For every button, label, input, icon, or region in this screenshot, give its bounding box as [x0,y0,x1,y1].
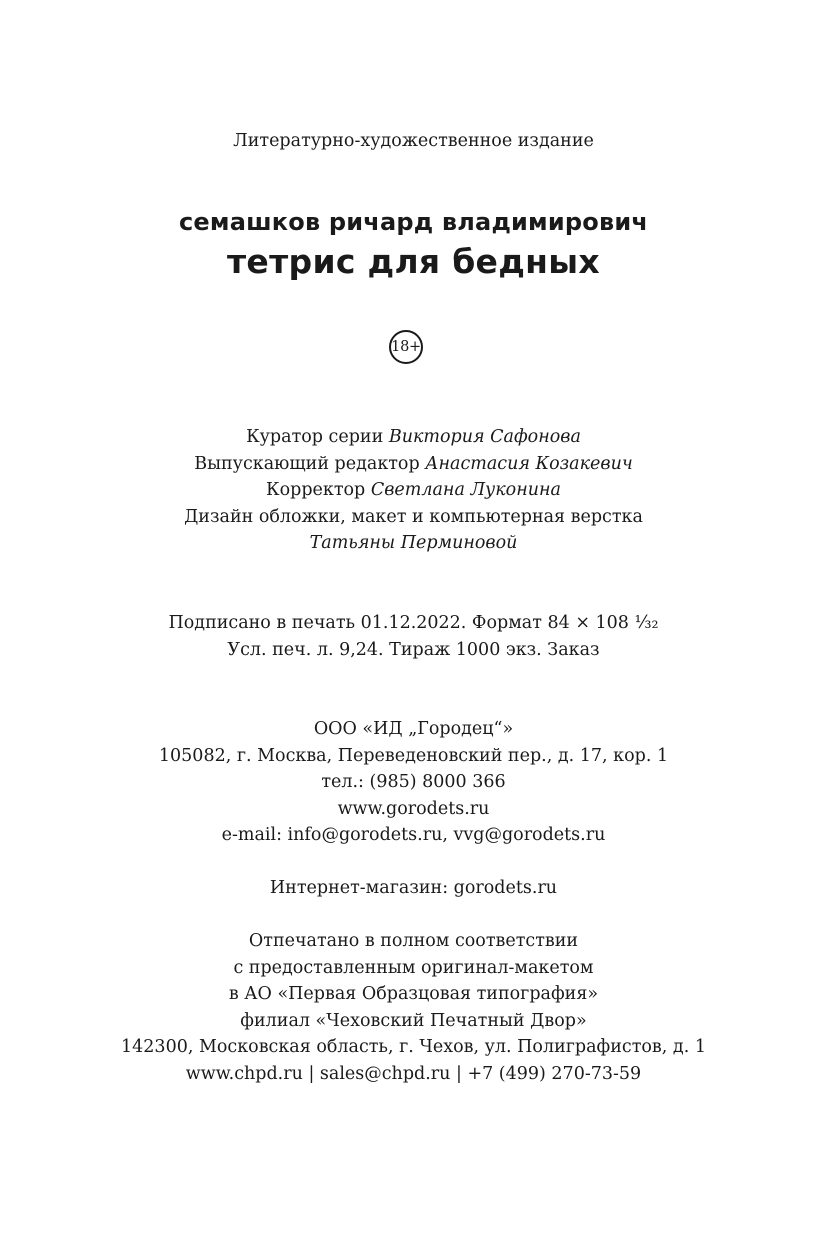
printer-address: 142300, Московская область, г. Чехов, ул. Полиграфистов, д. 1 [121,1037,706,1057]
printer-line-1: Отпечатано в полном соответствии [248,931,579,951]
printer-line-4: филиал «Чеховский Печатный Двор» [240,1010,587,1031]
publisher-address: 105082, г. Москва, Переведеновский пер., д. 17, кор. 1 [158,745,669,766]
genre-label: Литературно-художественное издание [233,131,594,151]
credit-editor-label: Выпускающий редактор [194,453,420,474]
publisher-website: www.gorodets.ru [337,798,490,819]
publisher-email: e-mail: info@gorodets.ru, vvg@gorodets.ru [221,825,606,845]
print-info-run: Усл. печ. л. 9,24. Тираж 1000 экз. Заказ [227,639,600,660]
credit-proofreader-label: Корректор [266,480,366,500]
publisher-shop: Интернет-магазин: gorodets.ru [269,878,558,898]
printer-line-3: в АО «Первая Образцовая типография» [228,984,599,1004]
credit-proofreader-name: Светлана Луконина [370,480,561,500]
print-info-format: Подписано в печать 01.12.2022. Формат 84 × 108 ⅟₃₂ [168,613,659,633]
printer-line-2: с предоставленным оригинал-макетом [233,957,594,978]
credit-design-name: Татьяны Перминовой [309,533,518,553]
credit-curator-name: Виктория Сафонова [388,427,581,447]
credit-editor-name: Анастасия Козакевич [425,453,633,474]
credit-design-label: Дизайн обложки, макет и компьютерная верстка [184,506,643,527]
publisher-name: ООО «ИД „Городец“» [313,719,514,739]
credit-editor [0,451,827,478]
age-rating-badge: 18+ [389,330,423,364]
credit-curator-label: Куратор серии [246,427,384,447]
credit-curator [0,424,827,451]
author-name: семашков ричард владимирович [178,208,649,236]
credit-proofreader [0,477,827,504]
publisher-phone: тел.: (985) 8000 366 [321,772,506,792]
book-title: тетрис для бедных [226,242,601,281]
printer-contacts: www.chpd.ru | sales@chpd.ru | +7 (499) 270-73-59 [185,1063,642,1084]
